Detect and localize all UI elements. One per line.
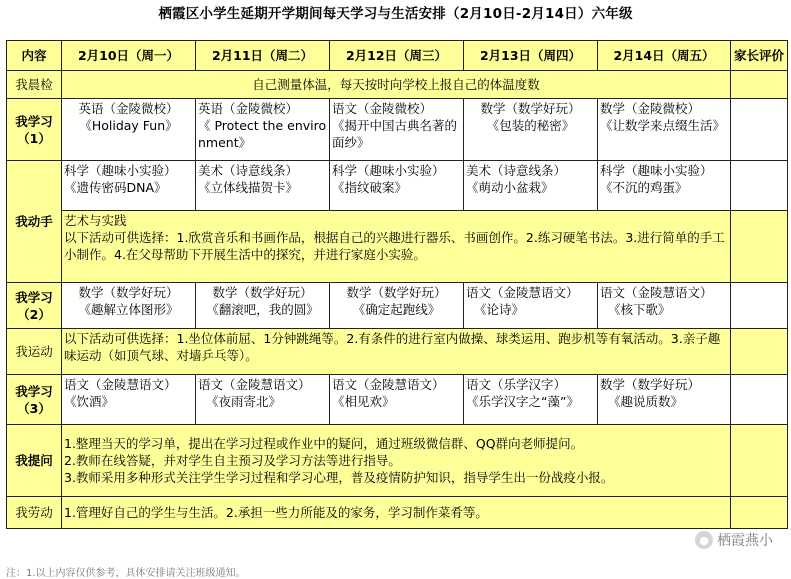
row-label-labor: 我劳动 — [7, 497, 62, 529]
labor-text: 1.管理好自己的学生与生活。2.承担一些力所能及的家务，学习制作菜肴等。 — [62, 497, 731, 529]
lesson-cell: 美术（诗意线条） 《立体线描贺卡》 — [196, 161, 330, 211]
parent-eval-cell — [731, 375, 788, 425]
header-row — [7, 41, 788, 71]
lesson-cell: 英语（金陵微校） 《Holiday Fun》 — [62, 99, 196, 161]
header-content: 内容 — [7, 41, 62, 71]
lesson-cell: 数学（数学好玩） 《确定起跑线》 — [330, 283, 464, 329]
lesson-cell: 语文（金陵慧语文） 《饮酒》 — [62, 375, 196, 425]
row-labor — [7, 497, 788, 529]
parent-eval-cell — [731, 99, 788, 161]
lesson-cell: 语文（乐学汉字） 《乐学汉字之“藻”》 — [464, 375, 598, 425]
header-day-3: 2月12日（周三） — [330, 41, 464, 71]
lesson-cell: 科学（趣味小实验） 《遗传密码DNA》 — [62, 161, 196, 211]
header-day-1: 2月10日（周一） — [62, 41, 196, 71]
lesson-cell: 英语（金陵微校） 《 Protect the environment》 — [196, 99, 330, 161]
row-label-study-1: 我学习 （1） — [7, 99, 62, 161]
chenjian-text: 自己测量体温，每天按时向学校上报自己的体温度数 — [62, 71, 731, 99]
parent-eval-cell — [731, 283, 788, 329]
lesson-cell: 科学（趣味小实验） 《不沉的鸡蛋》 — [598, 161, 731, 211]
lesson-cell: 语文（金陵微校） 《揭开中国古典名著的面纱》 — [330, 99, 464, 161]
row-sport — [7, 329, 788, 375]
parent-eval-cell — [731, 425, 788, 497]
wechat-logo-icon: ● — [695, 531, 713, 549]
schedule-table — [6, 40, 788, 529]
lesson-cell: 语文（金陵慧语文） 《核下歌》 — [598, 283, 731, 329]
parent-eval-cell — [731, 497, 788, 529]
lesson-cell: 语文（金陵慧语文） 《论诗》 — [464, 283, 598, 329]
lesson-cell: 数学（数学好玩） 《趣解立体图形》 — [62, 283, 196, 329]
lesson-cell: 科学（趣味小实验） 《指纹破案》 — [330, 161, 464, 211]
questions-text: 1.整理当天的学习单，提出在学习过程或作业中的疑问，通过班级微信群、QQ群向老师提问。 2.教师在线答疑，并对学生自主预习及学习方法等进行指导。 3.教师采用多种形式关注学生学习过程和学习心理，普及疫情防护知识，指导学生出一份战疫小报。 — [62, 425, 731, 497]
row-study-1 — [7, 99, 788, 161]
lesson-cell: 数学（数学好玩） 《趣说质数》 — [598, 375, 731, 425]
lesson-cell: 数学（金陵微校） 《让数学来点缀生活》 — [598, 99, 731, 161]
parent-eval-cell — [731, 71, 788, 99]
header-day-4: 2月13日（周四） — [464, 41, 598, 71]
parent-eval-cell — [731, 329, 788, 375]
row-label-chenjian: 我晨检 — [7, 71, 62, 99]
row-chenjian — [7, 71, 788, 99]
row-questions — [7, 425, 788, 497]
header-day-2: 2月11日（周二） — [196, 41, 330, 71]
parent-eval-cell — [731, 161, 788, 211]
parent-eval-cell — [731, 211, 788, 283]
row-hands-a — [7, 161, 788, 211]
arts-practice-text: 艺术与实践 以下活动可供选择：1.欣赏音乐和书画作品，根据自己的兴趣进行器乐、书画创作。2.练习硬笔书法。3.进行简单的手工小制作。4.在父母帮助下开展生活中的探究，并进行家庭小实验。 — [62, 211, 731, 283]
watermark: ● 栖霞燕小 — [695, 530, 773, 550]
header-parent-eval: 家长评价 — [731, 41, 788, 71]
lesson-cell: 语文（金陵慧语文） 《相见欢》 — [330, 375, 464, 425]
footnote: 注：1.以上内容仅供参考，具体安排请关注班级通知。 — [6, 568, 246, 579]
lesson-cell: 语文（金陵慧语文） 《夜雨寄北》 — [196, 375, 330, 425]
sport-text: 以下活动可供选择：1.坐位体前屈、1分钟跳绳等。2.有条件的进行室内做操、球类运用、跑步机等有氧活动。3.亲子趣味运动（如顶气球、对墙乒乓等）。 — [62, 329, 731, 375]
lesson-cell: 数学（数学好玩） 《翻滚吧，我的圆》 — [196, 283, 330, 329]
row-study-2 — [7, 283, 788, 329]
row-label-study-2: 我学习 （2） — [7, 283, 62, 329]
lesson-cell: 美术（诗意线条） 《萌动小盆栽》 — [464, 161, 598, 211]
row-study-3 — [7, 375, 788, 425]
row-label-questions: 我提问 — [7, 425, 62, 497]
document-title: 栖霞区小学生延期开学期间每天学习与生活安排（2月10日-2月14日）六年级 — [158, 6, 633, 22]
row-label-sport: 我运动 — [7, 329, 62, 375]
row-label-study-3: 我学习 （3） — [7, 375, 62, 425]
row-hands-b — [7, 211, 788, 283]
header-day-5: 2月14日（周五） — [598, 41, 731, 71]
row-label-hands: 我动手 — [7, 161, 62, 283]
lesson-cell: 数学（数学好玩） 《包装的秘密》 — [464, 99, 598, 161]
